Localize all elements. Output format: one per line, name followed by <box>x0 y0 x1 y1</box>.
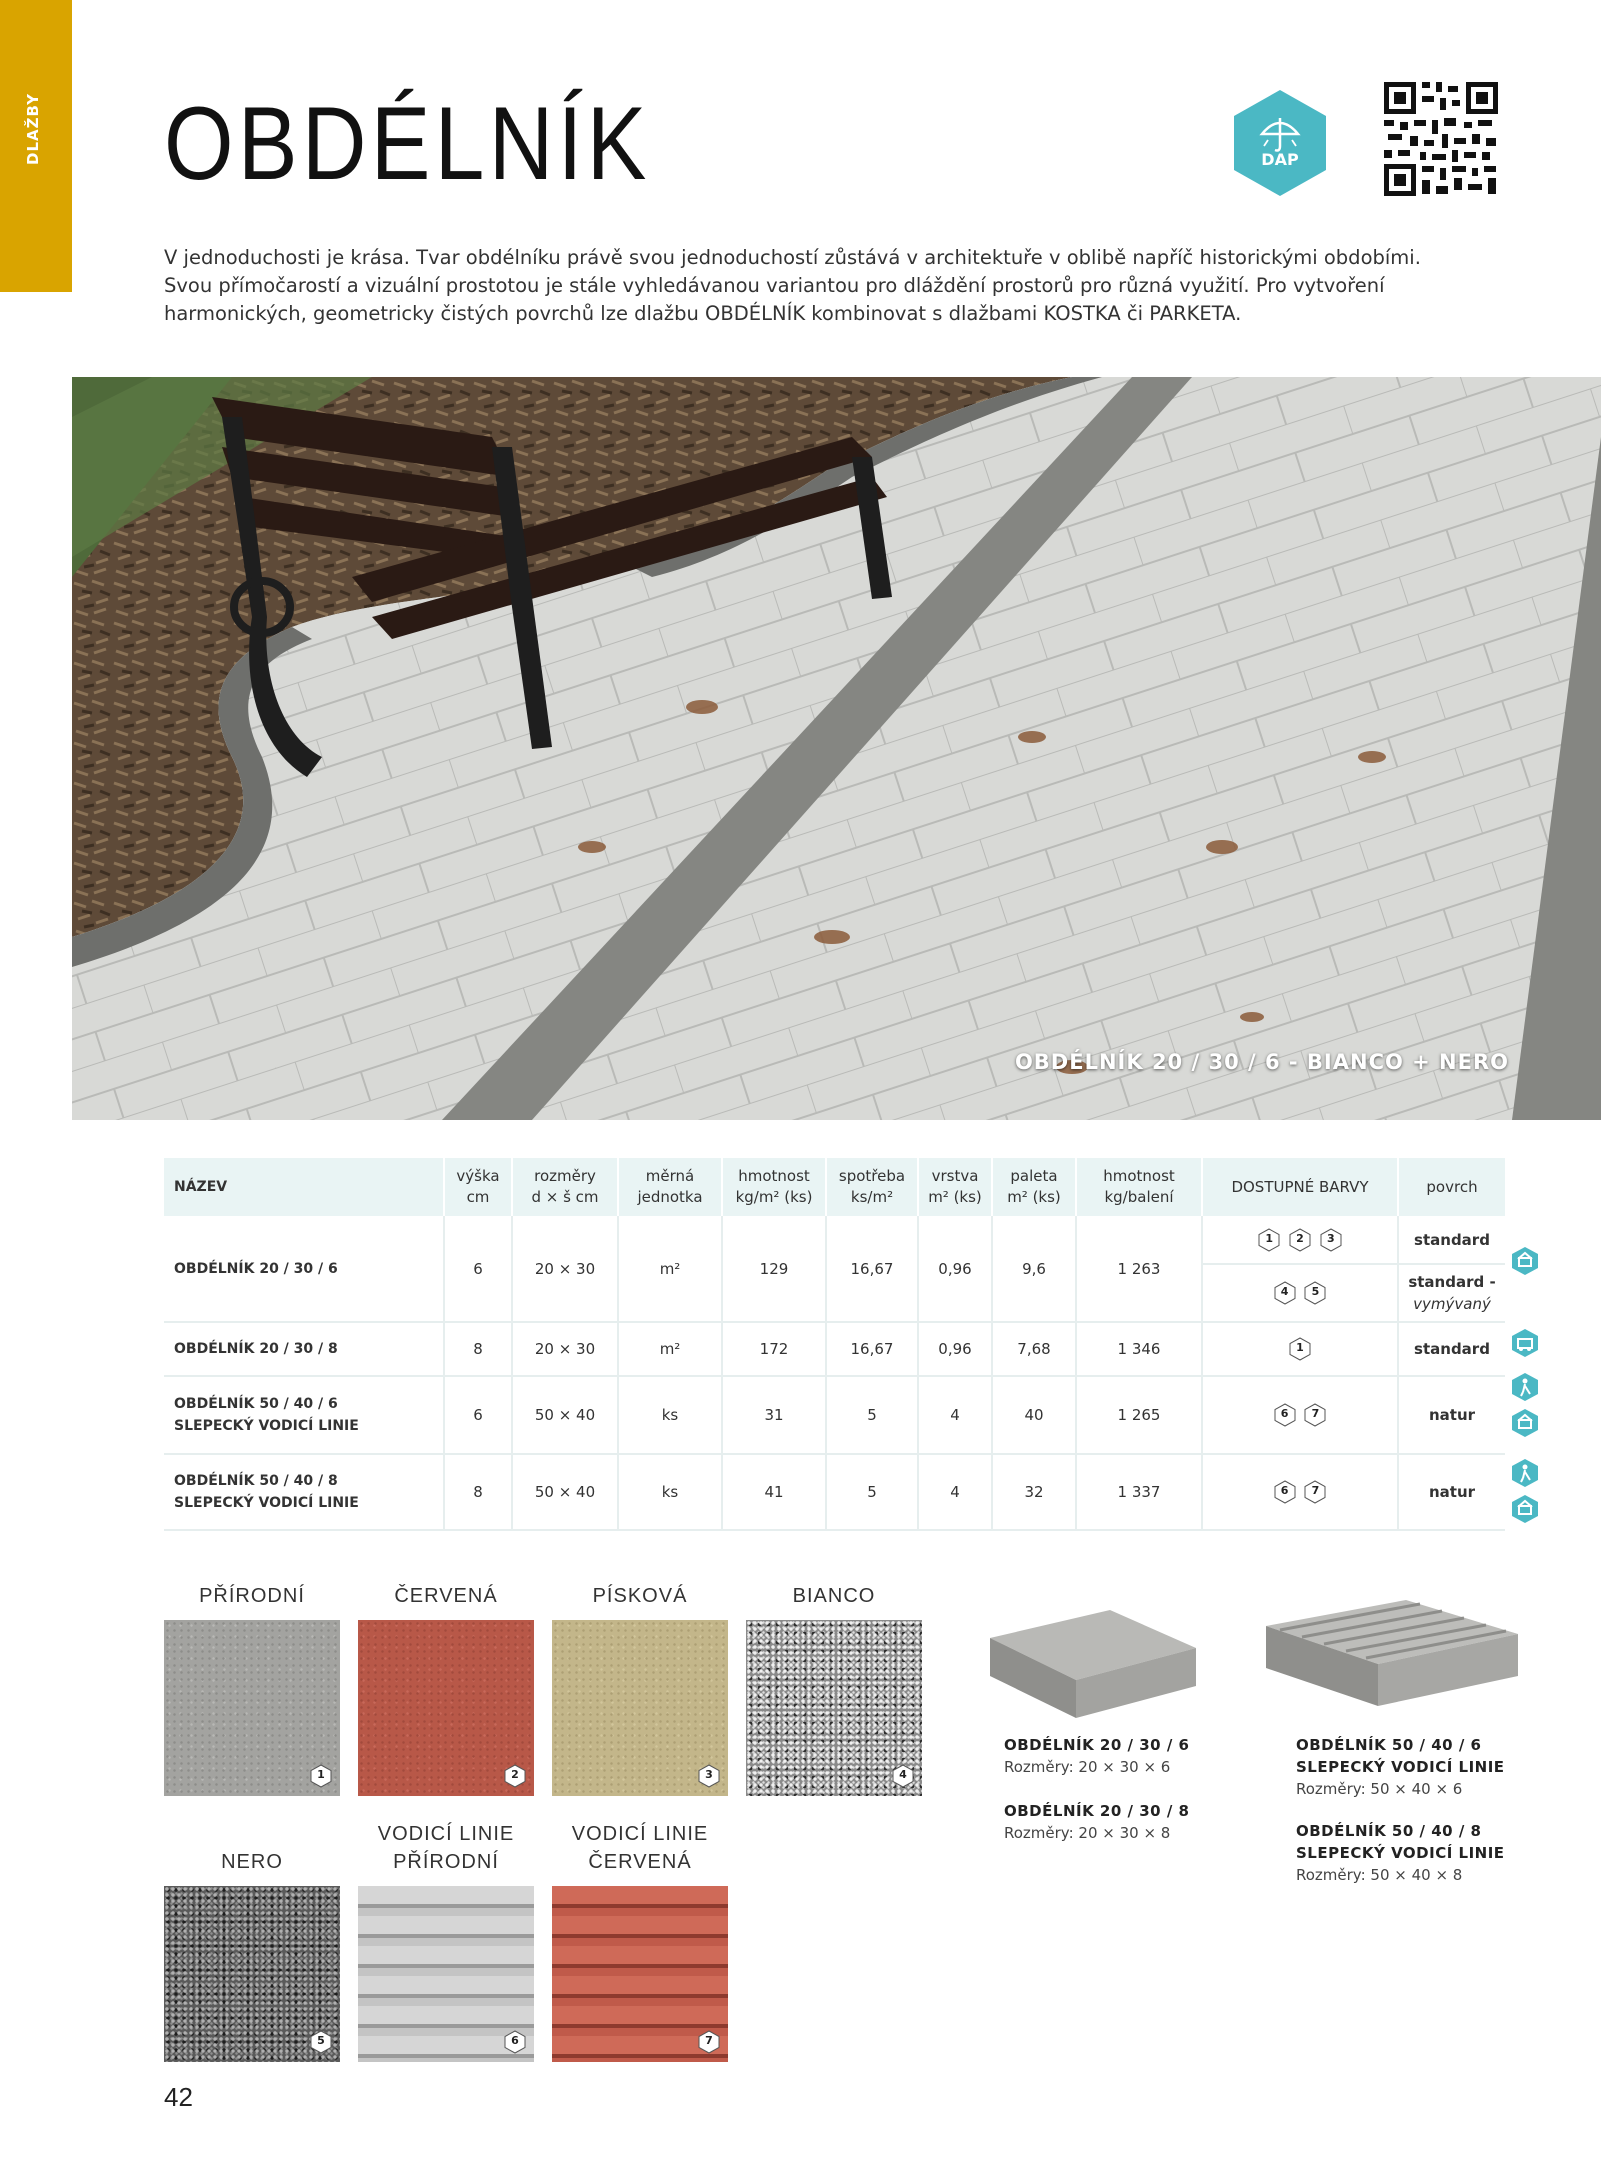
col-header-name: NÁZEV <box>164 1158 444 1216</box>
row-dims: 20 × 30 <box>512 1216 618 1322</box>
swatch-label: VODICÍ LINIE PŘÍRODNÍ <box>377 1823 515 1873</box>
row-dims: 20 × 30 <box>512 1322 618 1376</box>
paver-block-20x30-image <box>990 1610 1196 1720</box>
table-header-row <box>164 1158 1505 1216</box>
row-colors <box>1202 1216 1398 1264</box>
usage-icons-row-4 <box>1510 1458 1540 1530</box>
row-height: 8 <box>444 1454 512 1530</box>
col-header-dims: rozměry d × š cm <box>512 1158 618 1216</box>
color-number-badge: 2 <box>1289 1228 1311 1252</box>
color-number-badge: 5 <box>1304 1281 1326 1305</box>
product-name: OBDÉLNÍK 20 / 30 / 8 <box>1004 1802 1190 1820</box>
row-weight: 41 <box>722 1454 826 1530</box>
usage-icons-row-3 <box>1510 1372 1540 1444</box>
row-consumption: 16,67 <box>826 1322 918 1376</box>
row-pallet: 9,6 <box>992 1216 1076 1322</box>
color-number-badge: 1 <box>1258 1228 1280 1252</box>
row-height: 8 <box>444 1322 512 1376</box>
paving-photo-illustration <box>72 377 1601 1120</box>
swatch-label: PŘÍRODNÍ <box>199 1585 305 1607</box>
col-header-pallet: paleta m² (ks) <box>992 1158 1076 1216</box>
blind-guide-icon <box>1510 1458 1540 1488</box>
table-row <box>164 1376 1505 1454</box>
row-layer: 0,96 <box>918 1216 992 1322</box>
page-title: OBDÉLNÍK <box>164 86 651 202</box>
intro-paragraph: V jednoduchosti je krása. Tvar obdélníku právě svou jednoduchostí zůstává v architektuře v oblibě napříč historickými obdobími. Svou přímočarostí a vizuální prostotou je stále vyhledávanou variantou pro dláždění prostorů pro různá využití. Pro vytvoření harmonických, geometricky čistých povrchů lze dlažbu OBDÉLNÍK kombinovat s dlažbami KOSTKA či PARKETA. <box>164 246 1421 325</box>
swatch-number-badge: 5 <box>310 2030 332 2054</box>
swatch-bianco <box>746 1582 922 1796</box>
table-row <box>164 1216 1505 1264</box>
row-pack-weight: 1 337 <box>1076 1454 1202 1530</box>
row-surface: natur <box>1398 1454 1505 1530</box>
row-weight: 31 <box>722 1376 826 1454</box>
col-header-consumption: spotřeba ks/m² <box>826 1158 918 1216</box>
row-pallet: 7,68 <box>992 1322 1076 1376</box>
product-obdelnik-50-40-8 <box>1296 1820 1505 1886</box>
row-layer: 0,96 <box>918 1322 992 1376</box>
row-weight: 172 <box>722 1322 826 1376</box>
row-consumption: 5 <box>826 1454 918 1530</box>
col-header-height: výška cm <box>444 1158 512 1216</box>
row-layer: 4 <box>918 1454 992 1530</box>
row-pallet: 32 <box>992 1454 1076 1530</box>
swatch-color <box>164 1886 340 2062</box>
row-weight: 129 <box>722 1216 826 1322</box>
swatch-prirodni <box>164 1582 340 1796</box>
row-colors <box>1202 1376 1398 1454</box>
product-dimensions: Rozměry: 50 × 40 × 6 <box>1296 1780 1463 1798</box>
row-unit: m² <box>618 1322 722 1376</box>
product-name-line-2: SLEPECKÝ VODICÍ LINIE <box>1296 1844 1505 1862</box>
color-number-badge: 6 <box>1274 1480 1296 1504</box>
swatch-cervena <box>358 1582 534 1796</box>
dap-label: DAP <box>1261 150 1299 169</box>
row-unit: ks <box>618 1454 722 1530</box>
row-height: 6 <box>444 1376 512 1454</box>
dap-hexagon-icon <box>1232 88 1328 198</box>
color-number-badge: 3 <box>1320 1228 1342 1252</box>
swatch-nero <box>164 1820 340 2062</box>
row-pallet: 40 <box>992 1376 1076 1454</box>
swatch-label: ČERVENÁ <box>394 1585 498 1607</box>
product-dimensions: Rozměry: 20 × 30 × 6 <box>1004 1758 1171 1776</box>
row-dims: 50 × 40 <box>512 1454 618 1530</box>
product-obdelnik-50-40-6 <box>1296 1734 1505 1800</box>
swatch-vodici-linie-prirodni <box>358 1820 534 2062</box>
product-name: OBDÉLNÍK 50 / 40 / 6 <box>1296 1736 1482 1754</box>
product-name: OBDÉLNÍK 50 / 40 / 8 <box>1296 1822 1482 1840</box>
table-row <box>164 1454 1505 1530</box>
col-header-weight: hmotnost kg/m² (ks) <box>722 1158 826 1216</box>
row-surface: standard <box>1398 1216 1505 1264</box>
swatch-number-badge: 2 <box>504 1764 526 1788</box>
swatch-color <box>552 1886 728 2062</box>
swatch-color <box>164 1620 340 1796</box>
swatch-label: NERO <box>221 1851 283 1873</box>
swatch-color <box>552 1620 728 1796</box>
swatch-color <box>358 1620 534 1796</box>
swatch-vodici-linie-cervena <box>552 1820 728 2062</box>
vehicle-zone-icon <box>1510 1328 1540 1358</box>
section-tab-label: DLAŽBY <box>24 93 42 165</box>
product-obdelnik-20-30-8 <box>1004 1800 1189 1844</box>
swatch-number-badge: 4 <box>892 1764 914 1788</box>
swatch-number-badge: 7 <box>698 2030 720 2054</box>
dap-badge <box>1232 88 1328 198</box>
row-pack-weight: 1 265 <box>1076 1376 1202 1454</box>
row-name: OBDÉLNÍK 50 / 40 / 8 SLEPECKÝ VODICÍ LINIE <box>164 1454 444 1530</box>
color-number-badge: 1 <box>1289 1337 1311 1361</box>
row-consumption: 5 <box>826 1376 918 1454</box>
row-layer: 4 <box>918 1376 992 1454</box>
row-colors <box>1202 1454 1398 1530</box>
col-header-pack-weight: hmotnost kg/balení <box>1076 1158 1202 1216</box>
row-surface: standard - vymývaný <box>1398 1264 1505 1322</box>
color-number-badge: 7 <box>1304 1480 1326 1504</box>
product-dimensions: Rozměry: 20 × 30 × 8 <box>1004 1824 1171 1842</box>
hero-photo <box>72 377 1601 1120</box>
product-obdelnik-20-30-6 <box>1004 1734 1189 1778</box>
col-header-colors: DOSTUPNÉ BARVY <box>1202 1158 1398 1216</box>
row-dims: 50 × 40 <box>512 1376 618 1454</box>
swatch-piskova <box>552 1582 728 1796</box>
row-unit: ks <box>618 1376 722 1454</box>
qr-code[interactable] <box>1382 80 1500 198</box>
row-name: OBDÉLNÍK 50 / 40 / 6 SLEPECKÝ VODICÍ LINIE <box>164 1376 444 1454</box>
row-name: OBDÉLNÍK 20 / 30 / 6 <box>164 1216 444 1322</box>
color-number-badge: 6 <box>1274 1403 1296 1427</box>
section-tab <box>0 0 72 292</box>
swatch-number-badge: 3 <box>698 1764 720 1788</box>
col-header-layer: vrstva m² (ks) <box>918 1158 992 1216</box>
row-colors <box>1202 1264 1398 1322</box>
pedestrian-zone-icon <box>1510 1494 1540 1524</box>
row-surface: standard <box>1398 1322 1505 1376</box>
pedestrian-zone-icon <box>1510 1246 1540 1276</box>
row-consumption: 16,67 <box>826 1216 918 1322</box>
usage-icons-row-1 <box>1510 1246 1540 1282</box>
paver-block-50x40-tactile-image <box>1266 1600 1518 1710</box>
color-number-badge: 7 <box>1304 1403 1326 1427</box>
row-surface: natur <box>1398 1376 1505 1454</box>
row-height: 6 <box>444 1216 512 1322</box>
product-name-line-2: SLEPECKÝ VODICÍ LINIE <box>1296 1758 1505 1776</box>
swatch-label: PÍSKOVÁ <box>592 1585 688 1607</box>
spec-table <box>164 1158 1505 1531</box>
pedestrian-zone-icon <box>1510 1408 1540 1438</box>
blind-guide-icon <box>1510 1372 1540 1402</box>
table-row <box>164 1322 1505 1376</box>
row-name: OBDÉLNÍK 20 / 30 / 8 <box>164 1322 444 1376</box>
swatch-number-badge: 6 <box>504 2030 526 2054</box>
swatch-label: VODICÍ LINIE ČERVENÁ <box>571 1823 709 1873</box>
row-pack-weight: 1 346 <box>1076 1322 1202 1376</box>
swatch-label: BIANCO <box>792 1585 876 1607</box>
row-pack-weight: 1 263 <box>1076 1216 1202 1322</box>
swatch-color <box>746 1620 922 1796</box>
page-number: 42 <box>164 2082 193 2112</box>
swatch-number-badge: 1 <box>310 1764 332 1788</box>
usage-icons-row-2 <box>1510 1328 1540 1364</box>
product-dimensions: Rozměry: 50 × 40 × 8 <box>1296 1866 1463 1884</box>
product-name: OBDÉLNÍK 20 / 30 / 6 <box>1004 1736 1190 1754</box>
color-number-badge: 4 <box>1274 1281 1296 1305</box>
row-colors <box>1202 1322 1398 1376</box>
row-unit: m² <box>618 1216 722 1322</box>
swatch-color <box>358 1886 534 2062</box>
photo-caption: OBDÉLNÍK 20 / 30 / 6 - BIANCO + NERO <box>1014 1050 1509 1074</box>
col-header-surface: povrch <box>1398 1158 1505 1216</box>
qr-code-icon <box>1382 80 1500 198</box>
col-header-unit: měrná jednotka <box>618 1158 722 1216</box>
